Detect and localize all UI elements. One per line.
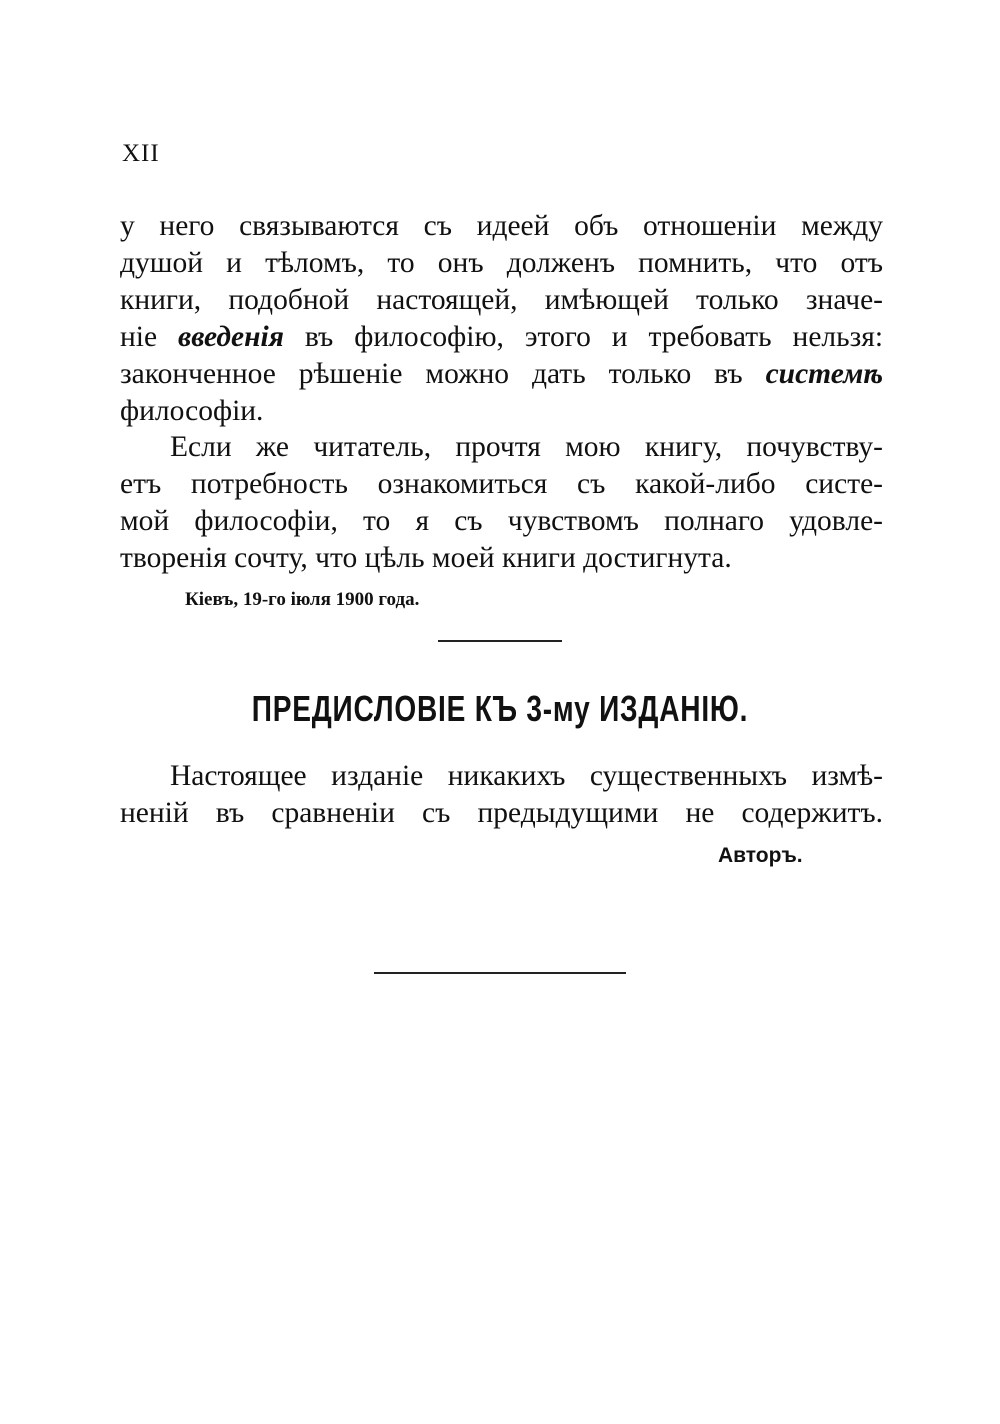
text-line: душой и тѣломъ, то онъ долженъ помнить, что отъ: [120, 247, 883, 279]
text-line: Если же читатель, прочтя мою книгу, почувству-: [170, 431, 883, 463]
section-heading: ПРЕДИСЛОВІЕ КЪ 3-му ИЗДАНІЮ.: [251, 688, 749, 729]
emphasized-word: системѣ: [765, 358, 883, 390]
divider-rule: [438, 640, 562, 642]
paragraph-third-edition: [120, 758, 883, 832]
text-line: [120, 356, 883, 393]
paragraph-closing: [120, 429, 883, 577]
text-segment: ніе: [120, 321, 179, 353]
text-line: книги, подобной настоящей, имѣющей только значе-: [120, 284, 883, 316]
text-line: творенія сочту, что цѣль моей книги достигнута.: [120, 542, 732, 574]
text-line: [120, 319, 883, 356]
text-line: у него связываются съ идеей объ отношеніи между: [120, 210, 883, 242]
text-line: мой философіи, то я съ чувствомъ полнаго удовле-: [120, 505, 883, 537]
author-signature: Авторъ.: [718, 844, 803, 867]
text-line: етъ потребность ознакомиться съ какой-либо систе-: [120, 468, 883, 500]
page-number: XII: [122, 140, 160, 167]
text-line: Настоящее изданіе никакихъ существенныхъ измѣ-: [170, 760, 883, 792]
paragraph-continuation: [120, 208, 883, 430]
text-line: философіи.: [120, 395, 264, 427]
place-date-signature: Кіевъ, 19-го іюля 1900 года.: [185, 589, 420, 610]
text-segment: въ философію, этого и требовать нельзя:: [283, 321, 884, 353]
text-line: неній въ сравненіи съ предыдущими не содержитъ.: [120, 797, 883, 829]
emphasized-word: введенія: [178, 321, 284, 353]
text-segment: законченное рѣшеніе можно дать только въ: [120, 358, 766, 390]
end-divider-rule: [374, 972, 626, 974]
